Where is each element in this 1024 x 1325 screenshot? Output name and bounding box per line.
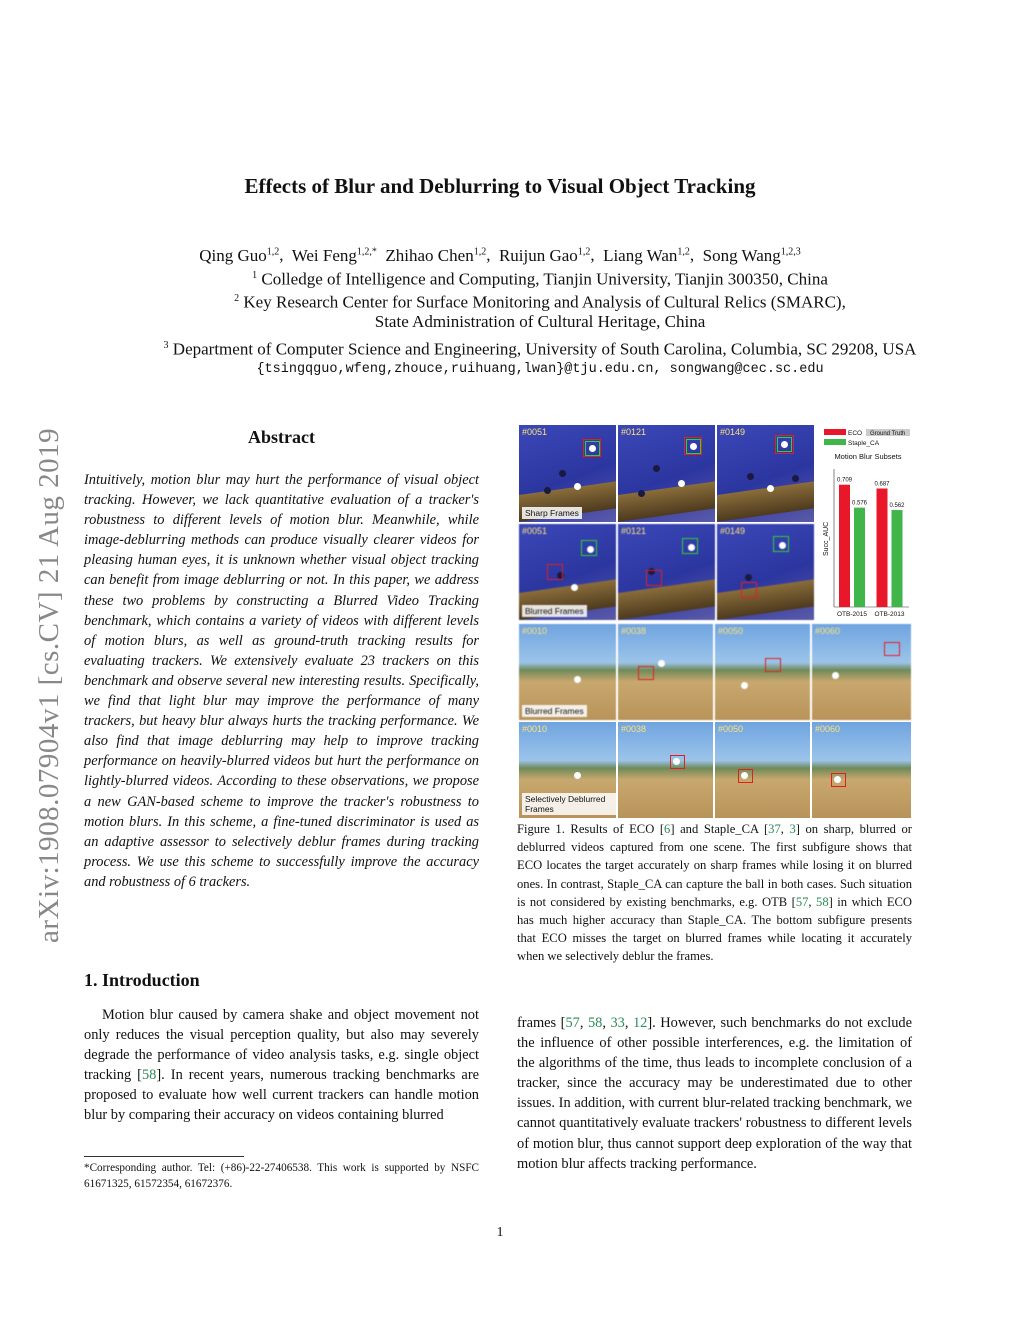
frame-sharp-3: #0149 [717,425,814,522]
frame-blurred-3: #0149 [717,524,814,620]
author: Zhihao Chen$^{1,2}$ [385,245,487,265]
abstract-body: Intuitively, motion blur may hurt the performance of visual object tracking. However, we lack quantitative evaluation of a tracker's robustness to different levels of motion blur. Meanwhile, while image-deblurring methods can produce visually clearer videos for pleasing human eyes, it is unknown whether visual object tracking can benefit from image deblurring or not. In this paper, we address these two problems by constructing a Blurred Video Tracking benchmark, which contains a variety of videos with different levels of motion blurs, as well as ground-truth tracking results for evaluating trackers. We extensively evaluate 23 trackers on this benchmark and observe several new interesting results. Specifically, we find that light blur may improve the performance of many trackers, but heavy blur always hurts the tracking performance. We also find that image deblurring may help to improve tracking performance on heavily-blurred videos but hurt the performance on lightly-blurred videos. According to these observations, we propose a new GAN-based scheme to improve the tracker's robustness to motion blurs. In this scheme, a fine-tuned discriminator is used as an adaptive assessor to selectively deblur frames during tracking process. We use this scheme to successfully improve the accuracy and robustness of 6 trackers. [84,472,479,890]
frame-field-blurred-1: #0010 Blurred Frames [519,624,616,720]
citation-link[interactable]: 58 [587,1015,603,1031]
author: Qing Guo$^{1,2}$ [199,245,280,265]
label-selectively-deblurred: Selectively Deblurred Frames [522,793,616,815]
data-label: 0.687 [874,481,890,488]
arxiv-stamp [22,345,70,945]
bar-eco-otb-2013 [877,488,888,607]
bar-staple_ca-otb-2015 [854,508,865,607]
citation-link[interactable]: 37 [768,822,781,836]
y-axis-label: Succ_AUC [823,521,830,556]
affiliation-2-cont: State Administration of Cultural Heritage, China [374,312,706,331]
frame-sharp-1: #0051 Sharp Frames [519,425,616,522]
page-number: 1 [496,1225,504,1240]
citation-link[interactable]: 57 [795,894,809,909]
author: Wei Feng$^{1,2,*}$ [291,245,377,265]
author-list: Qing Guo$^{1,2}$, Wei Feng$^{1,2,*}$ Zhihao Chen$^{1,2}$, Ruijun Gao$^{1,2}$, Liang Wan$^{1,2}$, Song Wang$^{1,2,3}$ [199,245,801,265]
author: Liang Wan$^{1,2}$ [603,245,690,265]
citation-link[interactable]: 6 [664,822,671,836]
x-tick-label: OTB-2015 [837,611,867,618]
author: Song Wang$^{1,2,3}$ [702,245,801,265]
affiliation-2: $^2$ Key Research Center for Surface Monitoring and Analysis of Cultural Relics (SMARC), [234,292,846,312]
figure-caption: Figure 1. Results of ECO [6] and Staple_CA [37, 3] on sharp, blurred or deblurred videos captured from one scene. The first subfigure shows that ECO locates the target accurately on sharp frames while losing it on blurred ones. In contrast, Staple_CA can capture the ball in both cases. Such situation is not considered by existing benchmarks, e.g. OTB [57, 58] in which ECO has much higher accuracy than Staple_CA. The bottom subfigure presents that ECO misses the target on blurred frames while locating it accurately when we selectively deblur the frames. [517,822,913,964]
frame-field-blurred-3: #0050 [715,624,810,720]
frame-field-deblurred-2: #0038 [618,722,713,818]
citation-link[interactable]: 33 [610,1015,625,1031]
citation-link[interactable]: 57 [565,1015,580,1031]
paper-title: Effects of Blur and Deblurring to Visual Object Tracking [244,174,756,198]
affiliation-1: $^1$ Colledge of Intelligence and Computing, Tianjin University, Tianjin 300350, China [252,269,828,289]
legend-swatch-staple [824,439,846,445]
citation-link[interactable]: 58 [816,894,829,909]
frame-field-blurred-2: #0038 [618,624,713,720]
bar-staple_ca-otb-2013 [892,510,903,607]
label-blurred-frames: Blurred Frames [522,605,587,617]
frame-blurred-1: #0051 Blurred Frames [519,524,616,620]
legend-label-staple: Staple_CA [848,440,880,447]
frame-field-deblurred-3: #0050 [715,722,810,818]
arxiv-id: arXiv:1908.07904v1 [cs.CV] 21 Aug 2019 [33,427,65,943]
affiliation-3: $^3$ Department of Computer Science and Engineering, University of South Carolina, Columbia, SC 29208, USA [163,339,917,359]
chart-title: Motion Blur Subsets [834,452,902,461]
abstract-heading: Abstract [248,427,315,447]
frame-blurred-2: #0121 [618,524,715,620]
citation-link[interactable]: 58 [141,1067,157,1084]
data-label: 0.562 [889,503,905,510]
legend-label-eco: ECO [848,430,863,437]
footnote: *Corresponding author. Tel: (+86)-22-27406538. This work is supported by NSFC 61671325, 61572354, 61672376. [84,1162,479,1190]
right-column-body: frames [57, 58, 33, 12]. However, such benchmarks do not exclude the influence of other possible interferences, e.g. the limitation of the algorithms of the time, thus leads to incomplete conclusion of a tracker, since the accuracy may be underestimated due to other issues. In addition, with current blur-related tracking benchmark, we cannot quantitatively evaluate trackers' robustness to different levels of motion blur, thus cannot support deep exploration of the way that motion blur affects tracking performance. [517,1015,912,1172]
frame-field-deblurred-1: #0010 Selectively Deblurred Frames [519,722,616,818]
legend-swatch-eco [824,429,846,435]
frame-field-deblurred-4: #0060 [812,722,911,818]
intro-heading: 1. Introduction [84,970,200,990]
x-tick-label: OTB-2013 [874,611,905,618]
author-emails: {tsingqguo,wfeng,zhouce,ruihuang,lwan}@tju.edu.cn, songwang@cec.sc.edu [256,362,824,377]
label-blurred-frames-2: Blurred Frames [522,705,587,717]
motion-blur-bar-chart [820,425,911,620]
frame-sharp-2: #0121 [618,425,715,522]
intro-body: Motion blur caused by camera shake and object movement not only reduces the visual perception quality, but also may severely degrade the performance of video analysis tasks, e.g. single object tracking [58]. In recent years, numerous tracking benchmarks are proposed to evaluate how well current trackers can handle motion blur by comparing their accuracy on videos containing blurred [84,1007,479,1124]
citation-link[interactable]: 3 [789,822,796,836]
data-label: 0.709 [836,477,853,484]
data-label: 0.576 [851,500,868,507]
label-sharp-frames: Sharp Frames [522,507,582,519]
citation-link[interactable]: 12 [632,1015,648,1031]
author: Ruijun Gao$^{1,2}$ [498,245,591,265]
footnote-rule [84,1156,244,1157]
bar-eco-otb-2015 [839,485,850,607]
legend-label-gt: Ground Truth [870,431,906,437]
figure-1 [519,425,911,818]
frame-field-blurred-4: #0060 [812,624,911,720]
